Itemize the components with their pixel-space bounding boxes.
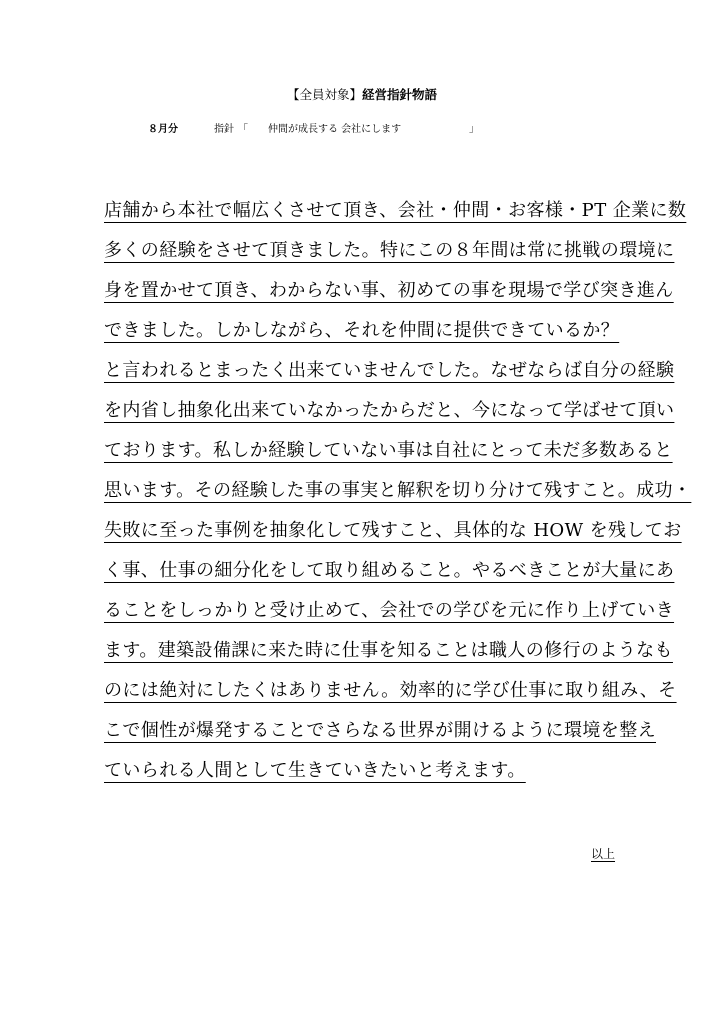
policy-line <box>0 122 724 138</box>
policy-text: 仲間が成長する 会社にします <box>268 124 402 135</box>
body-line: 店舗から本社で幅広くさせて頂き、会社・仲間・お客様・PT 企業に数 <box>104 200 687 221</box>
body-line: のには絶対にしたくはありません。効率的に学び仕事に取り組み、そ <box>104 680 677 701</box>
body-line: ていられる人間として生きていきたいと考えます。 <box>104 760 526 781</box>
body-line: を内省し抽象化出来ていなかったからだと、今になって学ばせて頂い <box>104 400 675 421</box>
body-line: 身を置かせて頂き、わからない事、初めての事を現場で学び突き進ん <box>104 280 674 301</box>
document-title <box>0 87 724 103</box>
policy-label: 指針 <box>214 124 234 135</box>
policy-month: ８月分 <box>148 124 178 135</box>
policy-open-quote: 「 <box>238 124 248 135</box>
title-audience-tag: 【全員対象】 <box>286 87 362 102</box>
body-paragraph <box>104 194 692 794</box>
body-line: と言われるとまったく出来ていませんでした。なぜならば自分の経験 <box>104 360 675 381</box>
body-line: 失敗に至った事例を抽象化して残すこと、具体的な HOW を残してお <box>104 520 682 541</box>
closing-mark: 以上 <box>591 847 616 861</box>
body-line: 多くの経験をさせて頂きました。特にこの８年間は常に挑戦の環境に <box>104 240 675 261</box>
title-main: 経営指針物語 <box>362 87 438 102</box>
policy-close-quote: 」 <box>469 124 479 135</box>
body-line: できました。しかしながら、それを仲間に提供できているか？ <box>104 320 620 341</box>
body-line: ております。私しか経験していない事は自社にとって未だ多数あると <box>104 440 673 461</box>
body-line: ることをしっかりと受け止めて、会社での学びを元に作り上げていき <box>104 600 675 621</box>
body-line: ます。建築設備課に来た時に仕事を知ることは職人の修行のようなも <box>104 640 673 661</box>
body-line: 思います。その経験した事の事実と解釈を切り分けて残すこと。成功・ <box>104 480 692 501</box>
body-line: く事、仕事の細分化をして取り組めること。やるべきことが大量にあ <box>104 560 675 581</box>
body-line: こで個性が爆発することでさらなる世界が開けるように環境を整え <box>104 720 656 741</box>
